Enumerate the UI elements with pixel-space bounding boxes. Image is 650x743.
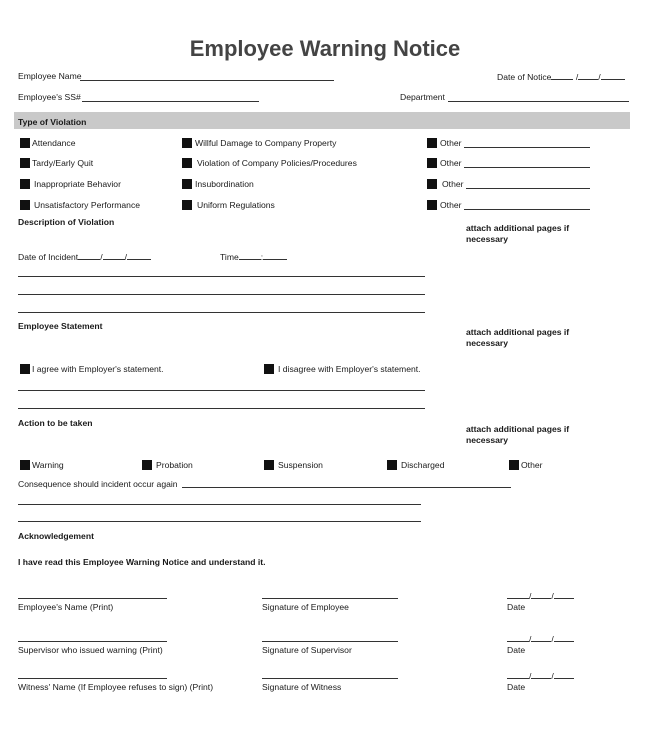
checkbox-tardy[interactable] (20, 158, 30, 168)
other-field-1[interactable] (464, 147, 590, 148)
checkbox-agree[interactable] (20, 364, 30, 374)
page-title: Employee Warning Notice (189, 36, 461, 61)
statement-heading: Employee Statement (18, 321, 103, 331)
checkbox-other-2[interactable] (427, 158, 437, 168)
acknowledgement-statement: I have read this Employee Warning Notice and understand it. (18, 557, 266, 567)
employee-ss-label: Employee's SS# (18, 92, 81, 102)
violation-label: Inappropriate Behavior (34, 179, 121, 189)
signature-label: Employee's Name (Print) (18, 602, 114, 612)
witness-name-print-field[interactable] (18, 678, 167, 679)
violation-label: Insubordination (195, 179, 254, 189)
statement-note: attach additional pages if necessary (466, 327, 570, 348)
signature-label: Signature of Employee (262, 602, 349, 612)
employee-name-field[interactable] (80, 80, 334, 81)
checkbox-other-3[interactable] (427, 179, 437, 189)
description-line[interactable] (18, 312, 425, 313)
consequence-line[interactable] (18, 504, 421, 505)
violation-label: Attendance (32, 138, 76, 148)
date-label: Date (507, 682, 526, 692)
supervisor-name-print-field[interactable] (18, 641, 167, 642)
signature-label: Witness' Name (If Employee refuses to sign) (Print) (18, 682, 214, 692)
department-label: Department (400, 92, 445, 102)
violation-header-band (14, 112, 630, 129)
signature-label: Signature of Witness (262, 682, 342, 692)
violation-label: Uniform Regulations (197, 200, 275, 210)
date-label: Date (507, 602, 526, 612)
checkbox-uniform[interactable] (182, 200, 192, 210)
violation-label: Willful Damage to Company Property (195, 138, 337, 148)
checkbox-other-1[interactable] (427, 138, 437, 148)
checkbox-behavior[interactable] (20, 179, 30, 189)
description-note: attach additional pages if necessary (466, 223, 570, 244)
signature-label: Supervisor who issued warning (Print) (18, 645, 163, 655)
employee-name-print-field[interactable] (18, 598, 167, 599)
employee-ss-field[interactable] (82, 101, 259, 102)
checkbox-insubordination[interactable] (182, 179, 192, 189)
date-field[interactable]: / / (507, 634, 574, 644)
time-label: Time : (220, 252, 287, 262)
violation-label: Violation of Company Policies/Procedures (197, 158, 357, 168)
checkbox-discharged[interactable] (387, 460, 397, 470)
date-label: Date (507, 645, 526, 655)
employee-name-label: Employee Name (18, 71, 82, 81)
disagree-label: I disagree with Employer's statement. (278, 364, 421, 374)
action-option-label: Warning (32, 460, 64, 470)
violation-heading: Type of Violation (18, 117, 87, 127)
action-heading: Action to be taken (18, 418, 93, 428)
statement-line[interactable] (18, 390, 425, 391)
description-line[interactable] (18, 294, 425, 295)
violation-label: Tardy/Early Quit (32, 158, 94, 168)
action-note: attach additional pages if necessary (466, 424, 570, 445)
checkbox-other-4[interactable] (427, 200, 437, 210)
acknowledgement-heading: Acknowledgement (18, 531, 94, 541)
date-of-incident-label: Date of Incident / / (18, 252, 151, 262)
action-option-label: Other (521, 460, 543, 470)
action-option-label: Discharged (401, 460, 445, 470)
checkbox-performance[interactable] (20, 200, 30, 210)
violation-label: Other (440, 158, 462, 168)
employee-signature-field[interactable] (262, 598, 398, 599)
violation-label: Other (440, 200, 462, 210)
violation-label: Other (440, 138, 462, 148)
witness-signature-field[interactable] (262, 678, 398, 679)
description-heading: Description of Violation (18, 217, 115, 227)
checkbox-policies[interactable] (182, 158, 192, 168)
date-field[interactable]: / / (507, 671, 574, 681)
other-field-2[interactable] (464, 167, 590, 168)
date-of-notice-label: Date of Notice / / (497, 72, 625, 82)
violation-label: Other (442, 179, 464, 189)
checkbox-attendance[interactable] (20, 138, 30, 148)
agree-label: I agree with Employer's statement. (32, 364, 164, 374)
consequence-line[interactable] (18, 521, 421, 522)
checkbox-probation[interactable] (142, 460, 152, 470)
supervisor-signature-field[interactable] (262, 641, 398, 642)
consequence-field[interactable] (182, 487, 511, 488)
department-field[interactable] (448, 101, 629, 102)
checkbox-other-action[interactable] (509, 460, 519, 470)
action-option-label: Probation (156, 460, 193, 470)
checkbox-disagree[interactable] (264, 364, 274, 374)
checkbox-damage[interactable] (182, 138, 192, 148)
other-field-4[interactable] (464, 209, 590, 210)
violation-label: Unsatisfactory Performance (34, 200, 141, 210)
consequence-label: Consequence should incident occur again (18, 479, 178, 489)
action-option-label: Suspension (278, 460, 323, 470)
signature-label: Signature of Supervisor (262, 645, 352, 655)
description-line[interactable] (18, 276, 425, 277)
checkbox-warning[interactable] (20, 460, 30, 470)
statement-line[interactable] (18, 408, 425, 409)
checkbox-suspension[interactable] (264, 460, 274, 470)
other-field-3[interactable] (466, 188, 590, 189)
date-field[interactable]: / / (507, 591, 574, 601)
